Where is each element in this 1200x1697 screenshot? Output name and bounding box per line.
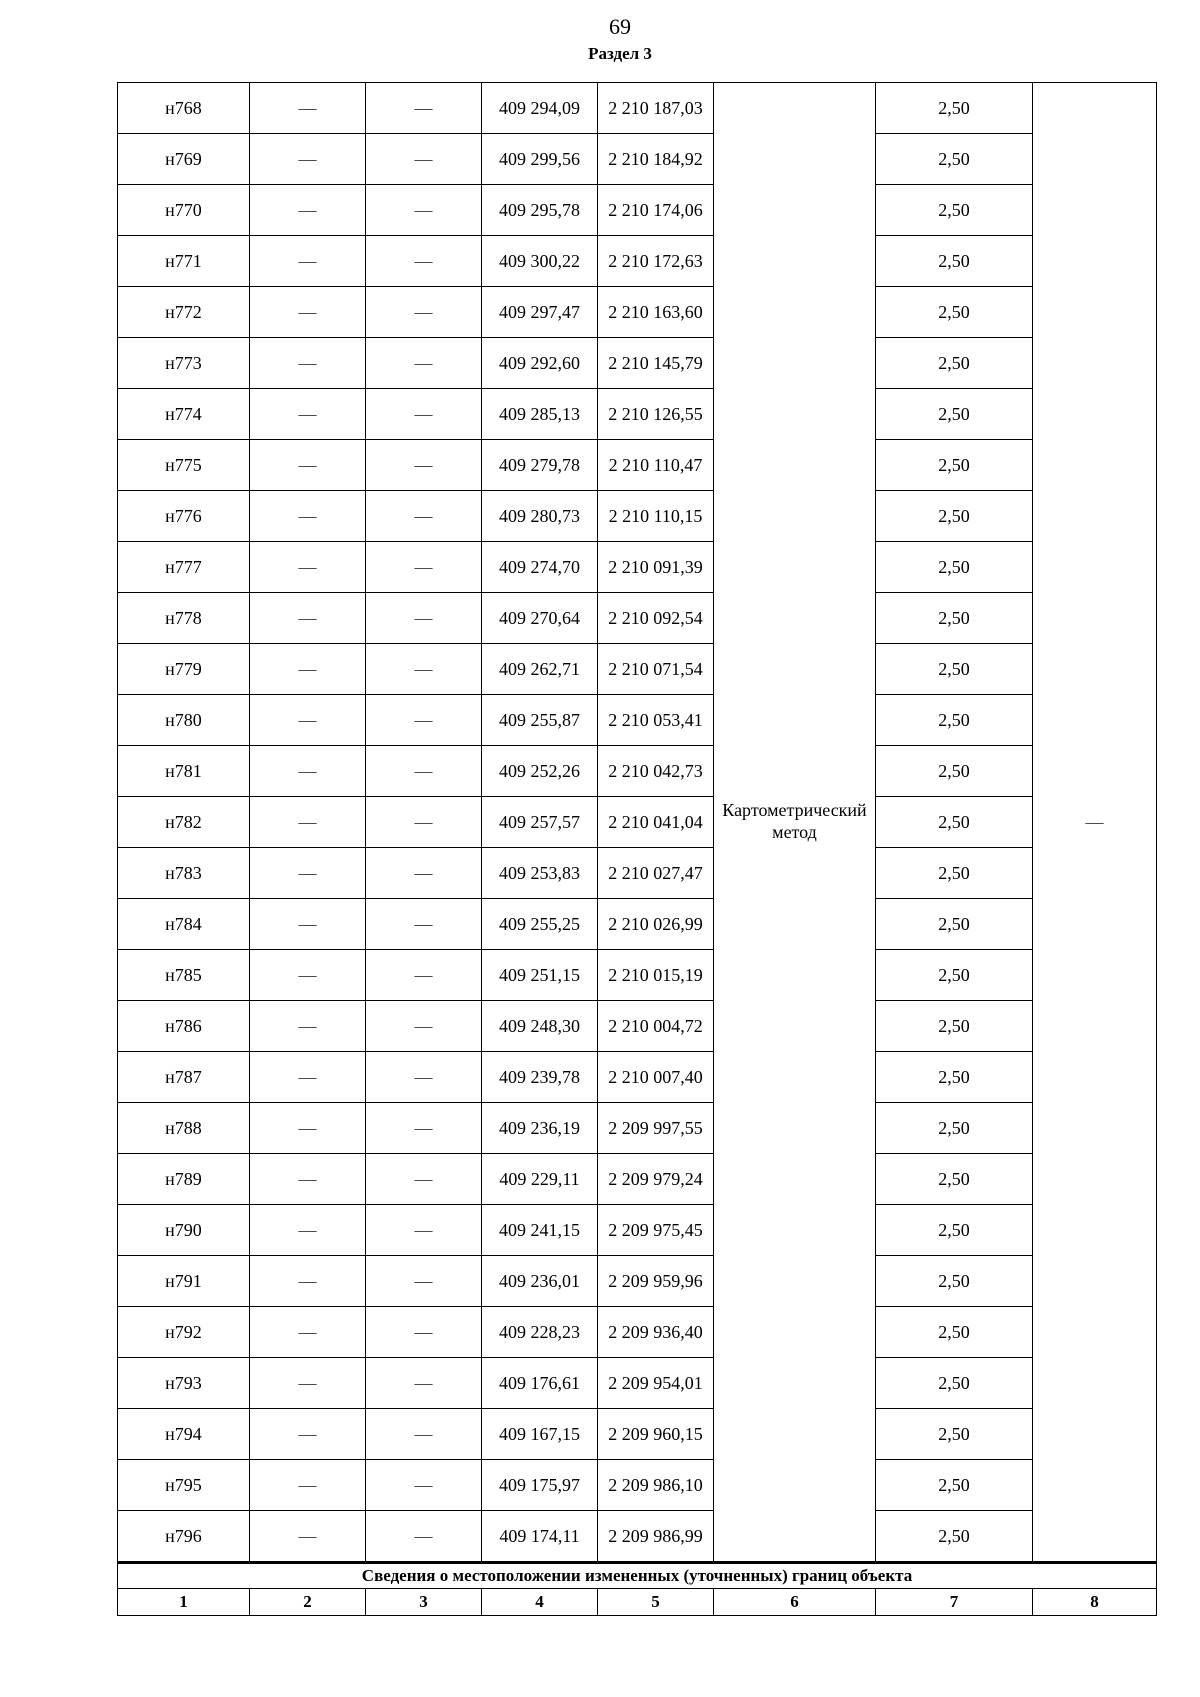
y-coordinate: 2 210 071,54 — [598, 644, 714, 695]
table-row — [118, 1358, 1157, 1409]
y-coordinate: 2 210 110,47 — [598, 440, 714, 491]
old-y-cell: — — [366, 236, 482, 287]
section-title: Раздел 3 — [588, 44, 652, 63]
y-coordinate: 2 210 110,15 — [598, 491, 714, 542]
old-y-cell: — — [366, 134, 482, 185]
y-coordinate: 2 210 015,19 — [598, 950, 714, 1001]
old-y-cell: — — [366, 848, 482, 899]
table-row — [118, 1511, 1157, 1563]
x-coordinate: 409 295,78 — [482, 185, 598, 236]
table-row — [118, 1256, 1157, 1307]
x-coordinate: 409 228,23 — [482, 1307, 598, 1358]
column-number: 6 — [714, 1589, 876, 1616]
x-coordinate: 409 248,30 — [482, 1001, 598, 1052]
old-y-cell: — — [366, 287, 482, 338]
old-y-cell: — — [366, 593, 482, 644]
point-name: н791 — [118, 1256, 250, 1307]
accuracy-cell: 2,50 — [876, 491, 1033, 542]
x-coordinate: 409 241,15 — [482, 1205, 598, 1256]
point-name: н793 — [118, 1358, 250, 1409]
page-number: 69 — [609, 14, 631, 39]
accuracy-cell: 2,50 — [876, 950, 1033, 1001]
table-row — [118, 1103, 1157, 1154]
x-coordinate: 409 299,56 — [482, 134, 598, 185]
x-coordinate: 409 251,15 — [482, 950, 598, 1001]
column-number: 1 — [118, 1589, 250, 1616]
old-x-cell: — — [250, 1001, 366, 1052]
accuracy-cell: 2,50 — [876, 1409, 1033, 1460]
y-coordinate: 2 210 174,06 — [598, 185, 714, 236]
old-x-cell: — — [250, 899, 366, 950]
y-coordinate: 2 210 004,72 — [598, 1001, 714, 1052]
point-name: н781 — [118, 746, 250, 797]
table-row — [118, 797, 1157, 848]
point-name: н780 — [118, 695, 250, 746]
accuracy-cell: 2,50 — [876, 1205, 1033, 1256]
old-x-cell: — — [250, 644, 366, 695]
old-y-cell: — — [366, 542, 482, 593]
table-row — [118, 950, 1157, 1001]
old-x-cell: — — [250, 491, 366, 542]
x-coordinate: 409 280,73 — [482, 491, 598, 542]
table-row — [118, 185, 1157, 236]
y-coordinate: 2 209 986,10 — [598, 1460, 714, 1511]
y-coordinate: 2 210 053,41 — [598, 695, 714, 746]
old-x-cell: — — [250, 1307, 366, 1358]
point-name: н785 — [118, 950, 250, 1001]
old-y-cell: — — [366, 1511, 482, 1563]
point-name: н776 — [118, 491, 250, 542]
accuracy-cell: 2,50 — [876, 1511, 1033, 1563]
old-x-cell: — — [250, 287, 366, 338]
accuracy-cell: 2,50 — [876, 338, 1033, 389]
point-name: н774 — [118, 389, 250, 440]
point-name: н796 — [118, 1511, 250, 1563]
accuracy-cell: 2,50 — [876, 746, 1033, 797]
old-x-cell: — — [250, 1511, 366, 1563]
x-coordinate: 409 167,15 — [482, 1409, 598, 1460]
x-coordinate: 409 300,22 — [482, 236, 598, 287]
x-coordinate: 409 253,83 — [482, 848, 598, 899]
point-name: н783 — [118, 848, 250, 899]
y-coordinate: 2 210 027,47 — [598, 848, 714, 899]
x-coordinate: 409 285,13 — [482, 389, 598, 440]
y-coordinate: 2 209 936,40 — [598, 1307, 714, 1358]
accuracy-cell: 2,50 — [876, 287, 1033, 338]
point-name: н770 — [118, 185, 250, 236]
old-y-cell: — — [366, 1358, 482, 1409]
x-coordinate: 409 294,09 — [482, 83, 598, 134]
y-coordinate: 2 209 960,15 — [598, 1409, 714, 1460]
table-row — [118, 1205, 1157, 1256]
old-x-cell: — — [250, 1460, 366, 1511]
accuracy-cell: 2,50 — [876, 1154, 1033, 1205]
table-body — [118, 83, 1157, 1563]
table-row — [118, 236, 1157, 287]
point-name: н784 — [118, 899, 250, 950]
old-x-cell: — — [250, 338, 366, 389]
old-x-cell: — — [250, 1103, 366, 1154]
accuracy-cell: 2,50 — [876, 185, 1033, 236]
old-y-cell: — — [366, 83, 482, 134]
y-coordinate: 2 210 042,73 — [598, 746, 714, 797]
old-y-cell: — — [366, 1205, 482, 1256]
point-name: н786 — [118, 1001, 250, 1052]
accuracy-cell: 2,50 — [876, 389, 1033, 440]
accuracy-cell: 2,50 — [876, 1460, 1033, 1511]
point-name: н779 — [118, 644, 250, 695]
accuracy-cell: 2,50 — [876, 1103, 1033, 1154]
point-name: н772 — [118, 287, 250, 338]
old-x-cell: — — [250, 593, 366, 644]
old-y-cell: — — [366, 899, 482, 950]
old-y-cell: — — [366, 695, 482, 746]
y-coordinate: 2 210 092,54 — [598, 593, 714, 644]
accuracy-cell: 2,50 — [876, 644, 1033, 695]
accuracy-cell: 2,50 — [876, 899, 1033, 950]
old-x-cell: — — [250, 1205, 366, 1256]
y-coordinate: 2 209 954,01 — [598, 1358, 714, 1409]
table-row — [118, 746, 1157, 797]
old-x-cell: — — [250, 746, 366, 797]
x-coordinate: 409 255,87 — [482, 695, 598, 746]
caption-row — [118, 1563, 1157, 1589]
point-name: н782 — [118, 797, 250, 848]
table-row — [118, 440, 1157, 491]
x-coordinate: 409 236,01 — [482, 1256, 598, 1307]
accuracy-cell: 2,50 — [876, 83, 1033, 134]
old-x-cell: — — [250, 1256, 366, 1307]
point-name: н769 — [118, 134, 250, 185]
table-row — [118, 83, 1157, 134]
table-caption: Сведения о местоположении измененных (уточненных) границ объекта — [118, 1563, 1157, 1589]
table-row — [118, 1052, 1157, 1103]
point-name: н788 — [118, 1103, 250, 1154]
old-x-cell: — — [250, 848, 366, 899]
old-y-cell: — — [366, 440, 482, 491]
x-coordinate: 409 176,61 — [482, 1358, 598, 1409]
table-row — [118, 644, 1157, 695]
table-row — [118, 593, 1157, 644]
x-coordinate: 409 236,19 — [482, 1103, 598, 1154]
y-coordinate: 2 210 184,92 — [598, 134, 714, 185]
old-y-cell: — — [366, 797, 482, 848]
y-coordinate: 2 210 163,60 — [598, 287, 714, 338]
accuracy-cell: 2,50 — [876, 1256, 1033, 1307]
y-coordinate: 2 210 187,03 — [598, 83, 714, 134]
y-coordinate: 2 210 145,79 — [598, 338, 714, 389]
y-coordinate: 2 209 979,24 — [598, 1154, 714, 1205]
y-coordinate: 2 210 172,63 — [598, 236, 714, 287]
old-y-cell: — — [366, 1103, 482, 1154]
old-x-cell: — — [250, 797, 366, 848]
old-x-cell: — — [250, 542, 366, 593]
table-row — [118, 389, 1157, 440]
table-row — [118, 1001, 1157, 1052]
old-x-cell: — — [250, 389, 366, 440]
x-coordinate: 409 239,78 — [482, 1052, 598, 1103]
old-x-cell: — — [250, 1358, 366, 1409]
old-y-cell: — — [366, 950, 482, 1001]
y-coordinate: 2 209 959,96 — [598, 1256, 714, 1307]
table-row — [118, 848, 1157, 899]
old-x-cell: — — [250, 440, 366, 491]
old-y-cell: — — [366, 746, 482, 797]
x-coordinate: 409 257,57 — [482, 797, 598, 848]
old-y-cell: — — [366, 1001, 482, 1052]
y-coordinate: 2 210 041,04 — [598, 797, 714, 848]
table-row — [118, 338, 1157, 389]
old-x-cell: — — [250, 1409, 366, 1460]
table-row — [118, 1307, 1157, 1358]
point-name: н794 — [118, 1409, 250, 1460]
point-name: н790 — [118, 1205, 250, 1256]
old-x-cell: — — [250, 236, 366, 287]
old-x-cell: — — [250, 1052, 366, 1103]
y-coordinate: 2 210 126,55 — [598, 389, 714, 440]
point-name: н789 — [118, 1154, 250, 1205]
column-numbers-row — [118, 1589, 1157, 1616]
point-name: н777 — [118, 542, 250, 593]
old-x-cell: — — [250, 83, 366, 134]
old-x-cell: — — [250, 695, 366, 746]
table-row — [118, 899, 1157, 950]
x-coordinate: 409 274,70 — [482, 542, 598, 593]
y-coordinate: 2 209 975,45 — [598, 1205, 714, 1256]
old-x-cell: — — [250, 1154, 366, 1205]
column-number: 2 — [250, 1589, 366, 1616]
accuracy-cell: 2,50 — [876, 440, 1033, 491]
x-coordinate: 409 279,78 — [482, 440, 598, 491]
x-coordinate: 409 297,47 — [482, 287, 598, 338]
point-name: н768 — [118, 83, 250, 134]
table-row — [118, 695, 1157, 746]
accuracy-cell: 2,50 — [876, 134, 1033, 185]
coordinates-table — [117, 82, 1157, 1616]
x-coordinate: 409 292,60 — [482, 338, 598, 389]
old-x-cell: — — [250, 185, 366, 236]
x-coordinate: 409 270,64 — [482, 593, 598, 644]
table-row — [118, 287, 1157, 338]
accuracy-cell: 2,50 — [876, 593, 1033, 644]
old-y-cell: — — [366, 1409, 482, 1460]
column-number: 3 — [366, 1589, 482, 1616]
accuracy-cell: 2,50 — [876, 797, 1033, 848]
accuracy-cell: 2,50 — [876, 695, 1033, 746]
table-row — [118, 491, 1157, 542]
old-y-cell: — — [366, 185, 482, 236]
x-coordinate: 409 229,11 — [482, 1154, 598, 1205]
accuracy-cell: 2,50 — [876, 1358, 1033, 1409]
point-name: н795 — [118, 1460, 250, 1511]
accuracy-cell: 2,50 — [876, 848, 1033, 899]
y-coordinate: 2 210 007,40 — [598, 1052, 714, 1103]
old-y-cell: — — [366, 1460, 482, 1511]
column-number: 8 — [1033, 1589, 1157, 1616]
old-y-cell: — — [366, 644, 482, 695]
table-row — [118, 1460, 1157, 1511]
table-row — [118, 134, 1157, 185]
old-y-cell: — — [366, 1256, 482, 1307]
point-name: н792 — [118, 1307, 250, 1358]
old-x-cell: — — [250, 950, 366, 1001]
table-row — [118, 1154, 1157, 1205]
old-y-cell: — — [366, 1154, 482, 1205]
old-x-cell: — — [250, 134, 366, 185]
y-coordinate: 2 209 986,99 — [598, 1511, 714, 1563]
old-y-cell: — — [366, 491, 482, 542]
method-cell: Картометрический метод — [714, 83, 876, 1563]
point-name: н778 — [118, 593, 250, 644]
column-8-cell: — — [1033, 83, 1157, 1563]
y-coordinate: 2 210 026,99 — [598, 899, 714, 950]
accuracy-cell: 2,50 — [876, 236, 1033, 287]
point-name: н773 — [118, 338, 250, 389]
old-y-cell: — — [366, 1307, 482, 1358]
y-coordinate: 2 209 997,55 — [598, 1103, 714, 1154]
x-coordinate: 409 262,71 — [482, 644, 598, 695]
accuracy-cell: 2,50 — [876, 1052, 1033, 1103]
x-coordinate: 409 252,26 — [482, 746, 598, 797]
x-coordinate: 409 175,97 — [482, 1460, 598, 1511]
accuracy-cell: 2,50 — [876, 1307, 1033, 1358]
column-number: 4 — [482, 1589, 598, 1616]
old-y-cell: — — [366, 1052, 482, 1103]
table-row — [118, 542, 1157, 593]
y-coordinate: 2 210 091,39 — [598, 542, 714, 593]
old-y-cell: — — [366, 389, 482, 440]
point-name: н771 — [118, 236, 250, 287]
column-number: 5 — [598, 1589, 714, 1616]
column-number: 7 — [876, 1589, 1033, 1616]
x-coordinate: 409 255,25 — [482, 899, 598, 950]
point-name: н787 — [118, 1052, 250, 1103]
old-y-cell: — — [366, 338, 482, 389]
accuracy-cell: 2,50 — [876, 542, 1033, 593]
table-row — [118, 1409, 1157, 1460]
accuracy-cell: 2,50 — [876, 1001, 1033, 1052]
x-coordinate: 409 174,11 — [482, 1511, 598, 1563]
point-name: н775 — [118, 440, 250, 491]
